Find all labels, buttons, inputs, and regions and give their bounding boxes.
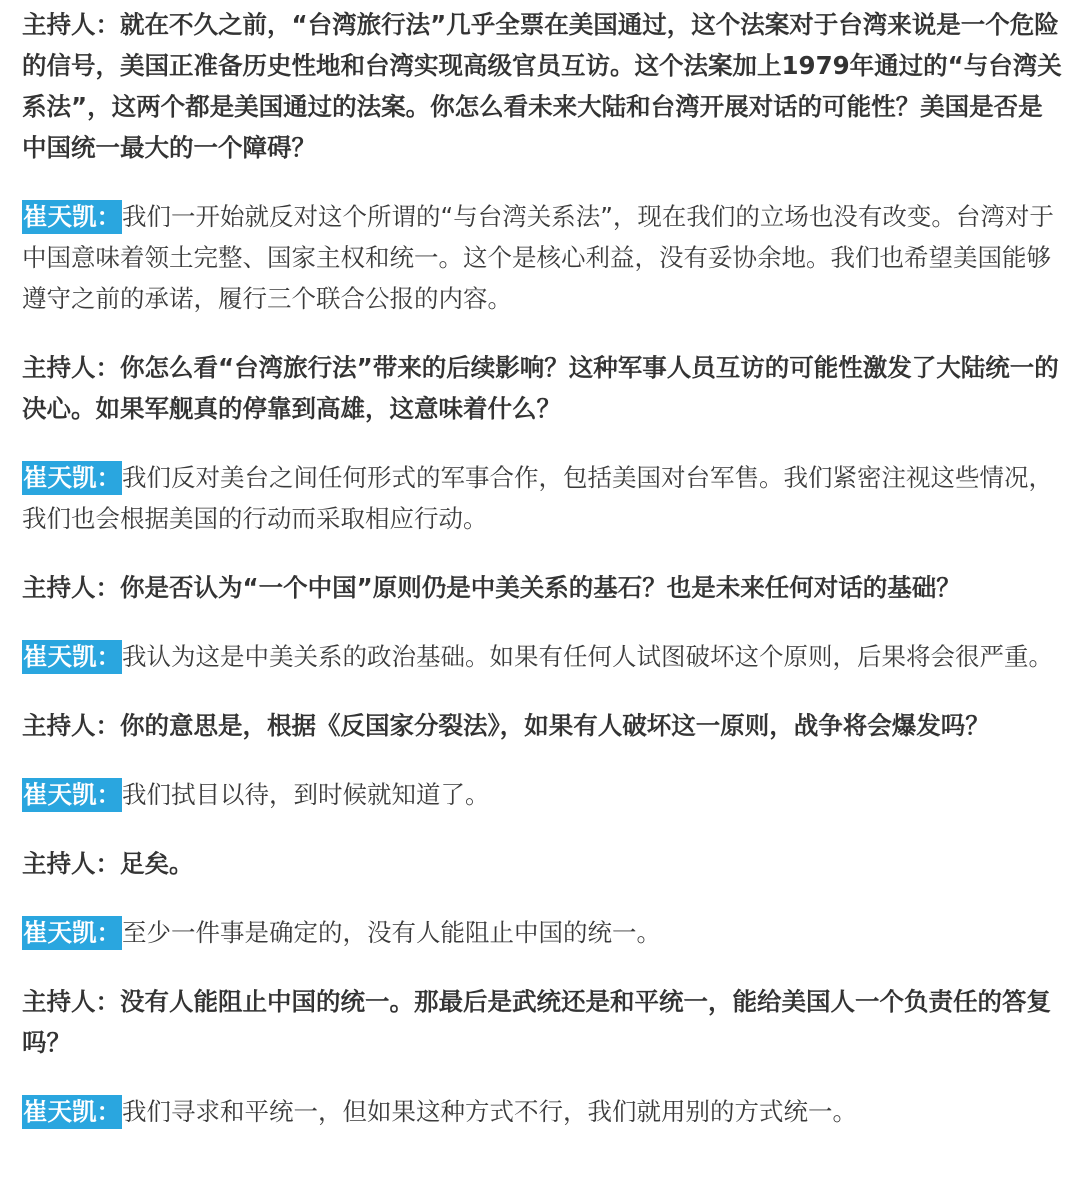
article-body [22,4,1062,1132]
answer-text: 我们拭目以待，到时候就知道了。 [122,780,490,809]
answer-text: 至少一件事是确定的，没有人能阻止中国的统一。 [122,918,661,947]
guest-answer-4 [22,774,1062,815]
guest-answer-6 [22,1091,1062,1132]
host-question-2: 主持人：你怎么看“台湾旅行法”带来的后续影响？这种军事人员互访的可能性激发了大陆统一的决心。如果军舰真的停靠到高雄，这意味着什么？ [22,353,1059,423]
host-question-6: 主持人：没有人能阻止中国的统一。那最后是武统还是和平统一，能给美国人一个负责任的答复吗？ [22,987,1051,1057]
host-question-5: 主持人：足矣。 [22,849,194,878]
paragraph-spacer [22,608,1062,636]
guest-answer-1 [22,196,1062,319]
paragraph-spacer [22,815,1062,843]
speaker-badge: 崔天凯： [22,916,122,950]
speaker-badge: 崔天凯： [22,461,122,495]
guest-answer-5 [22,912,1062,953]
paragraph-spacer [22,953,1062,981]
host-question-4: 主持人：你的意思是，根据《反国家分裂法》，如果有人破坏这一原则，战争将会爆发吗？ [22,711,990,740]
speaker-badge: 崔天凯： [22,200,122,234]
host-question-3: 主持人：你是否认为“一个中国”原则仍是中美关系的基石？也是未来任何对话的基础？ [22,573,961,602]
host-question-1: 主持人：就在不久之前，“台湾旅行法”几乎全票在美国通过，这个法案对于台湾来说是一个危险的信号，美国正准备历史性地和台湾实现高级官员互访。这个法案加上1979年通过的“与台湾关系法”，这两个都是美国通过的法案。你怎么看未来大陆和台湾开展对话的可能性？美国是否是中国统一最大的一个障碍？ [22,10,1062,162]
speaker-badge: 崔天凯： [22,1095,122,1129]
answer-text: 我们一开始就反对这个所谓的“与台湾关系法”，现在我们的立场也没有改变。台湾对于中国意味着领土完整、国家主权和统一。这个是核心利益，没有妥协余地。我们也希望美国能够遵守之前的承诺，履行三个联合公报的内容。 [22,202,1054,313]
paragraph-spacer [22,429,1062,457]
answer-text: 我们寻求和平统一，但如果这种方式不行，我们就用别的方式统一。 [122,1097,857,1126]
paragraph-spacer [22,884,1062,912]
paragraph-spacer [22,168,1062,196]
speaker-badge: 崔天凯： [22,778,122,812]
answer-text: 我们反对美台之间任何形式的军事合作，包括美国对台军售。我们紧密注视这些情况，我们也会根据美国的行动而采取相应行动。 [22,463,1053,533]
paragraph-spacer [22,539,1062,567]
paragraph-spacer [22,319,1062,347]
guest-answer-2 [22,457,1062,539]
answer-text: 我认为这是中美关系的政治基础。如果有任何人试图破坏这个原则，后果将会很严重。 [122,642,1053,671]
speaker-badge: 崔天凯： [22,640,122,674]
guest-answer-3 [22,636,1062,677]
paragraph-spacer [22,677,1062,705]
paragraph-spacer [22,1063,1062,1091]
paragraph-spacer [22,746,1062,774]
